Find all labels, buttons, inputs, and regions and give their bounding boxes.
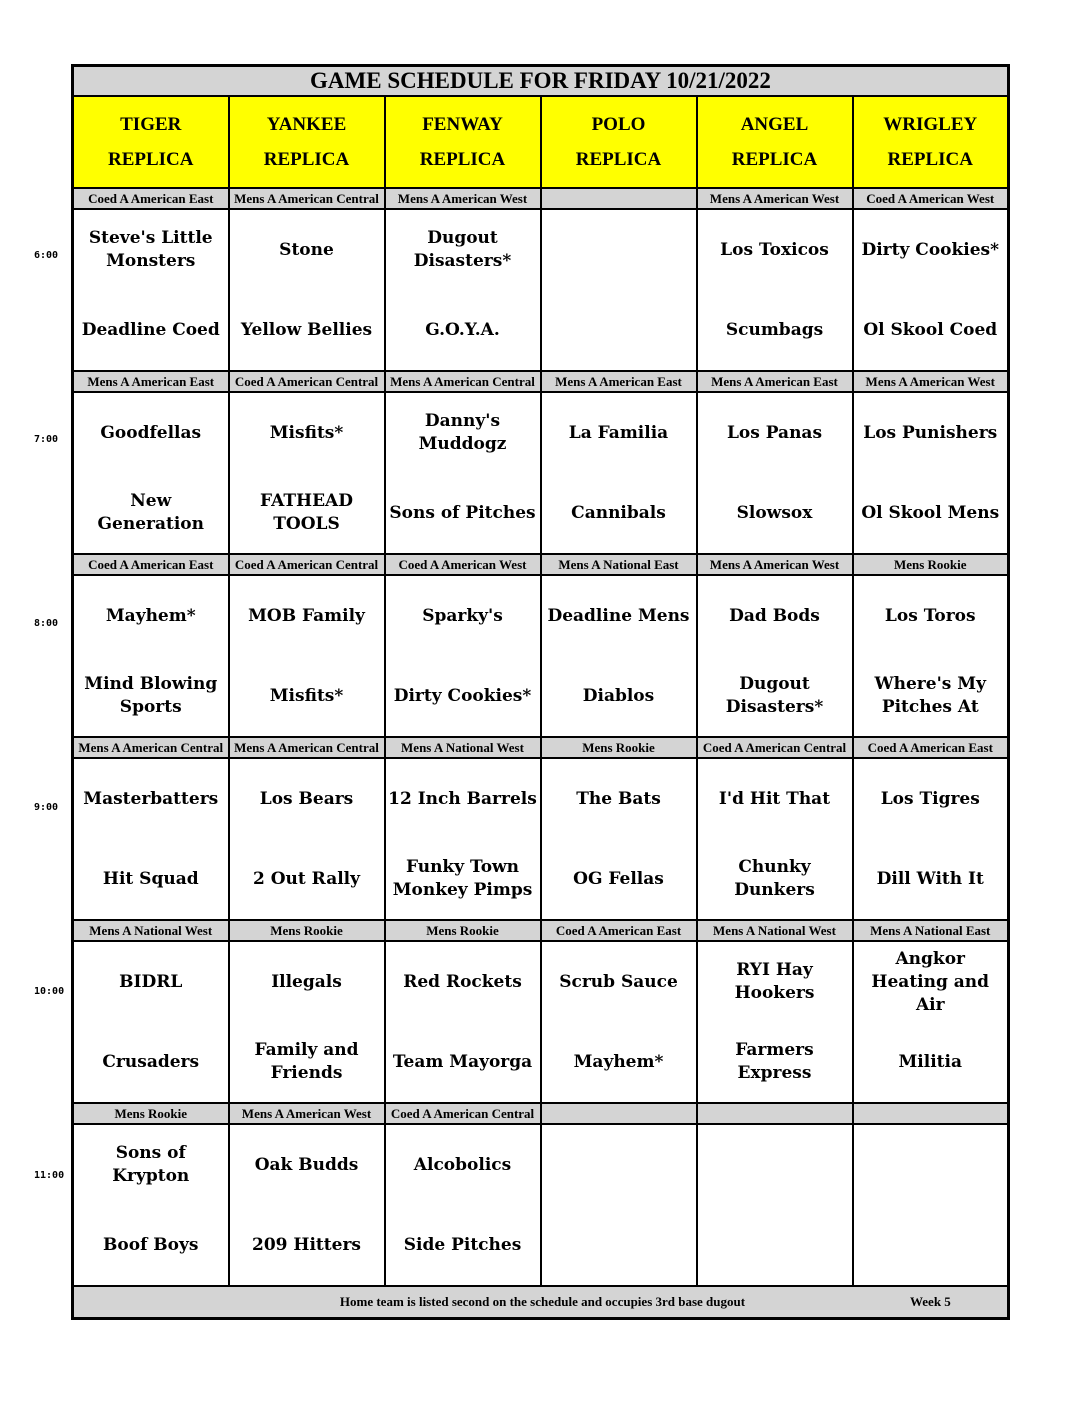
away-team: Los Punishers bbox=[863, 422, 998, 443]
game-cell bbox=[73, 209, 229, 371]
home-team: Ol Skool Mens bbox=[861, 502, 1000, 523]
away-team: Goodfellas bbox=[100, 422, 202, 443]
home-team: Boof Boys bbox=[103, 1234, 199, 1255]
division-text: Coed A American Central bbox=[234, 557, 379, 572]
division-text: Coed A American East bbox=[555, 923, 682, 938]
away-team: Los Toxicos bbox=[720, 239, 829, 260]
game-cell bbox=[229, 392, 385, 554]
game-cell bbox=[385, 941, 541, 1103]
week-label: Week 5 bbox=[910, 1294, 951, 1309]
game-row bbox=[73, 575, 1009, 737]
away-team: Dugout Disasters* bbox=[413, 228, 512, 271]
game-cell bbox=[853, 941, 1009, 1103]
field-header-row bbox=[73, 96, 1009, 188]
home-team: Dill With It bbox=[876, 868, 984, 889]
game-cell bbox=[229, 575, 385, 737]
division-text: Mens A American West bbox=[397, 191, 528, 206]
game-cell bbox=[229, 758, 385, 920]
game-cell bbox=[541, 1124, 697, 1286]
division-label bbox=[853, 1103, 1009, 1124]
division-label bbox=[73, 554, 229, 575]
home-team bbox=[542, 1205, 696, 1285]
home-team: Funky Town Monkey Pimps bbox=[392, 857, 533, 900]
game-cell bbox=[853, 1124, 1009, 1286]
home-team: Ol Skool Coed bbox=[863, 319, 998, 340]
away-team: Los Toros bbox=[884, 605, 976, 626]
away-team: Danny's Muddogz bbox=[418, 411, 507, 454]
away-team: Alcobolics bbox=[413, 1154, 512, 1175]
division-label bbox=[541, 737, 697, 758]
game-cell bbox=[697, 758, 853, 920]
away-team: Mayhem* bbox=[105, 605, 196, 626]
game-cell bbox=[385, 209, 541, 371]
division-text: Coed A American Central bbox=[390, 1106, 535, 1121]
away-team bbox=[542, 210, 696, 290]
game-cell bbox=[229, 209, 385, 371]
division-label bbox=[229, 371, 385, 392]
division-label bbox=[853, 737, 1009, 758]
division-label bbox=[73, 1103, 229, 1124]
away-team: 12 Inch Barrels bbox=[388, 788, 537, 809]
away-team: Stone bbox=[279, 239, 334, 260]
division-text: Coed A American Central bbox=[702, 740, 847, 755]
division-label bbox=[385, 554, 541, 575]
field-header bbox=[541, 96, 697, 188]
home-team: Diablos bbox=[582, 685, 655, 706]
home-team: Misfits* bbox=[269, 685, 344, 706]
division-text: Mens A American East bbox=[87, 374, 215, 389]
field-sub: REPLICA bbox=[419, 148, 506, 170]
away-team: The Bats bbox=[576, 788, 661, 809]
home-team bbox=[542, 290, 696, 370]
game-cell bbox=[853, 758, 1009, 920]
division-row bbox=[73, 920, 1009, 941]
field-name: WRIGLEY bbox=[883, 113, 978, 135]
home-team: Scumbags bbox=[725, 319, 824, 340]
game-cell bbox=[697, 209, 853, 371]
home-team: Where's My Pitches At bbox=[874, 674, 986, 717]
division-text: Mens A American East bbox=[711, 374, 838, 389]
division-text: Mens A American Central bbox=[390, 374, 535, 389]
division-text: Mens A National West bbox=[713, 923, 836, 938]
away-team bbox=[698, 1125, 852, 1205]
game-cell bbox=[541, 941, 697, 1103]
home-team: Team Mayorga bbox=[392, 1051, 533, 1072]
division-text: Coed A American West bbox=[398, 557, 527, 572]
division-text: Mens A National East bbox=[870, 923, 991, 938]
home-team: Farmers Express bbox=[735, 1040, 814, 1083]
division-text: Mens A American Central bbox=[78, 740, 224, 755]
game-row bbox=[73, 1124, 1009, 1286]
game-cell bbox=[385, 575, 541, 737]
field-name: FENWAY bbox=[422, 113, 503, 135]
time-label: 9:00 bbox=[34, 802, 59, 813]
home-team: 2 Out Rally bbox=[252, 868, 360, 889]
division-label bbox=[385, 920, 541, 941]
game-cell bbox=[541, 575, 697, 737]
field-header bbox=[73, 96, 229, 188]
game-cell bbox=[229, 1124, 385, 1286]
home-team: New Generation bbox=[97, 491, 204, 534]
division-label bbox=[541, 1103, 697, 1124]
division-label bbox=[853, 554, 1009, 575]
away-team: Dirty Cookies* bbox=[861, 239, 1000, 260]
division-label bbox=[697, 371, 853, 392]
division-label bbox=[385, 1103, 541, 1124]
time-label: 11:00 bbox=[34, 1170, 65, 1181]
division-label bbox=[541, 554, 697, 575]
time-label: 8:00 bbox=[34, 618, 59, 629]
division-text: Coed A American East bbox=[88, 557, 214, 572]
division-text: Mens A American West bbox=[241, 1106, 372, 1121]
home-team bbox=[854, 1205, 1008, 1285]
home-team: Cannibals bbox=[571, 502, 666, 523]
away-team: Angkor Heating and Air bbox=[871, 948, 990, 1015]
game-cell bbox=[541, 209, 697, 371]
home-team: Mayhem* bbox=[573, 1051, 664, 1072]
game-row bbox=[73, 941, 1009, 1103]
away-team: Steve's Little Monsters bbox=[88, 228, 213, 271]
home-team: Family and Friends bbox=[254, 1040, 359, 1083]
division-text: Mens A National East bbox=[558, 557, 679, 572]
division-label bbox=[697, 188, 853, 209]
division-row bbox=[73, 554, 1009, 575]
game-cell bbox=[541, 758, 697, 920]
game-cell bbox=[697, 392, 853, 554]
home-team: 209 Hitters bbox=[252, 1234, 361, 1255]
division-label bbox=[697, 1103, 853, 1124]
division-label bbox=[73, 371, 229, 392]
game-cell bbox=[73, 941, 229, 1103]
division-label bbox=[73, 920, 229, 941]
game-row bbox=[73, 758, 1009, 920]
field-name: YANKEE bbox=[266, 113, 347, 135]
field-sub: REPLICA bbox=[575, 148, 662, 170]
division-label bbox=[853, 188, 1009, 209]
away-team: Scrub Sauce bbox=[559, 971, 678, 992]
game-cell bbox=[73, 392, 229, 554]
home-team: Deadline Coed bbox=[81, 319, 220, 340]
away-team: Los Tigres bbox=[880, 788, 980, 809]
division-label bbox=[73, 737, 229, 758]
away-team: Los Bears bbox=[259, 788, 354, 809]
division-label bbox=[229, 554, 385, 575]
away-team: Red Rockets bbox=[403, 971, 522, 992]
field-name: POLO bbox=[591, 113, 646, 135]
game-cell bbox=[229, 941, 385, 1103]
division-label bbox=[385, 371, 541, 392]
home-team: Side Pitches bbox=[403, 1234, 522, 1255]
game-cell bbox=[853, 575, 1009, 737]
game-row bbox=[73, 209, 1009, 371]
division-text: Mens A American Central bbox=[234, 191, 379, 206]
field-header bbox=[229, 96, 385, 188]
division-text: Mens A National West bbox=[401, 740, 524, 755]
game-cell bbox=[853, 392, 1009, 554]
division-text: Mens A National West bbox=[89, 923, 213, 938]
away-team: Misfits* bbox=[269, 422, 344, 443]
game-cell bbox=[73, 575, 229, 737]
division-text: Mens Rookie bbox=[893, 557, 967, 572]
footer-note: Home team is listed second on the schedule and occupies 3rd base dugout bbox=[339, 1294, 746, 1309]
division-text: Mens A American West bbox=[709, 557, 840, 572]
field-header bbox=[385, 96, 541, 188]
time-label: 7:00 bbox=[34, 434, 59, 445]
field-sub: REPLICA bbox=[107, 148, 194, 170]
time-label: 6:00 bbox=[34, 250, 59, 261]
schedule-title: GAME SCHEDULE FOR FRIDAY 10/21/2022 bbox=[73, 66, 1009, 97]
time-slots bbox=[73, 188, 1009, 1286]
field-header bbox=[853, 96, 1009, 188]
footer-cell bbox=[73, 1286, 1009, 1319]
field-name: TIGER bbox=[120, 113, 182, 135]
division-label bbox=[385, 188, 541, 209]
away-team: La Familia bbox=[568, 422, 669, 443]
game-cell bbox=[541, 392, 697, 554]
home-team: G.O.Y.A. bbox=[425, 319, 500, 340]
field-name: ANGEL bbox=[740, 113, 809, 135]
division-label bbox=[853, 920, 1009, 941]
away-team: RYI Hay Hookers bbox=[734, 960, 815, 1003]
division-label bbox=[853, 371, 1009, 392]
division-label bbox=[73, 188, 229, 209]
division-label bbox=[697, 920, 853, 941]
away-team: Masterbatters bbox=[83, 788, 219, 809]
division-label bbox=[541, 188, 697, 209]
division-text: Coed A American East bbox=[88, 191, 214, 206]
division-text: Coed A American East bbox=[867, 740, 993, 755]
division-label bbox=[385, 737, 541, 758]
time-label: 10:00 bbox=[34, 986, 65, 997]
division-label bbox=[541, 920, 697, 941]
field-sub: REPLICA bbox=[887, 148, 973, 170]
division-label bbox=[697, 737, 853, 758]
division-text: Mens Rookie bbox=[270, 923, 343, 938]
away-team: Sparky's bbox=[422, 605, 503, 626]
away-team: Oak Budds bbox=[254, 1154, 359, 1175]
away-team: Sons of Krypton bbox=[112, 1143, 190, 1186]
schedule-table bbox=[71, 64, 1010, 1320]
field-sub: REPLICA bbox=[263, 148, 350, 170]
division-row bbox=[73, 188, 1009, 209]
home-team: Militia bbox=[898, 1051, 963, 1072]
game-row bbox=[73, 392, 1009, 554]
field-header bbox=[697, 96, 853, 188]
game-cell bbox=[385, 1124, 541, 1286]
away-team: Los Panas bbox=[726, 422, 823, 443]
division-text: Mens Rookie bbox=[114, 1106, 188, 1121]
home-team: Chunky Dunkers bbox=[734, 857, 815, 900]
away-team: Deadline Mens bbox=[547, 605, 690, 626]
division-label bbox=[697, 554, 853, 575]
division-row bbox=[73, 1103, 1009, 1124]
division-label bbox=[229, 188, 385, 209]
home-team: Mind Blowing Sports bbox=[84, 674, 218, 717]
division-text: Mens A American East bbox=[555, 374, 682, 389]
division-label bbox=[229, 737, 385, 758]
division-label bbox=[229, 1103, 385, 1124]
home-team: Sons of Pitches bbox=[389, 502, 536, 523]
home-team: Hit Squad bbox=[102, 868, 199, 889]
division-text: Coed A American West bbox=[866, 191, 995, 206]
division-row bbox=[73, 371, 1009, 392]
away-team bbox=[542, 1125, 696, 1205]
division-label bbox=[541, 371, 697, 392]
home-team: FATHEAD TOOLS bbox=[260, 491, 353, 534]
division-text: Mens Rookie bbox=[426, 923, 499, 938]
division-text: Mens A American West bbox=[709, 191, 840, 206]
home-team: Crusaders bbox=[102, 1051, 200, 1072]
away-team: Dad Bods bbox=[729, 605, 820, 626]
away-team: I'd Hit That bbox=[718, 788, 831, 809]
home-team bbox=[698, 1205, 852, 1285]
division-label bbox=[229, 920, 385, 941]
away-team: BIDRL bbox=[119, 971, 183, 992]
game-cell bbox=[697, 1124, 853, 1286]
home-team: Dirty Cookies* bbox=[393, 685, 532, 706]
away-team: MOB Family bbox=[248, 605, 365, 626]
division-text: Mens A American Central bbox=[234, 740, 379, 755]
division-row bbox=[73, 737, 1009, 758]
away-team: Illegals bbox=[271, 971, 342, 992]
division-text: Coed A American Central bbox=[234, 374, 379, 389]
home-team: Yellow Bellies bbox=[240, 319, 373, 340]
title-row bbox=[73, 66, 1009, 97]
game-cell bbox=[697, 941, 853, 1103]
home-team: OG Fellas bbox=[573, 868, 664, 889]
game-cell bbox=[697, 575, 853, 737]
division-text: Mens A American West bbox=[865, 374, 995, 389]
game-cell bbox=[385, 392, 541, 554]
division-text: Mens Rookie bbox=[582, 740, 655, 755]
field-sub: REPLICA bbox=[731, 148, 818, 170]
footer-row bbox=[73, 1286, 1009, 1319]
away-team bbox=[854, 1125, 1008, 1205]
game-cell bbox=[385, 758, 541, 920]
home-team: Dugout Disasters* bbox=[725, 674, 824, 717]
home-team: Slowsox bbox=[736, 502, 813, 523]
game-cell bbox=[73, 758, 229, 920]
game-cell bbox=[853, 209, 1009, 371]
game-cell bbox=[73, 1124, 229, 1286]
